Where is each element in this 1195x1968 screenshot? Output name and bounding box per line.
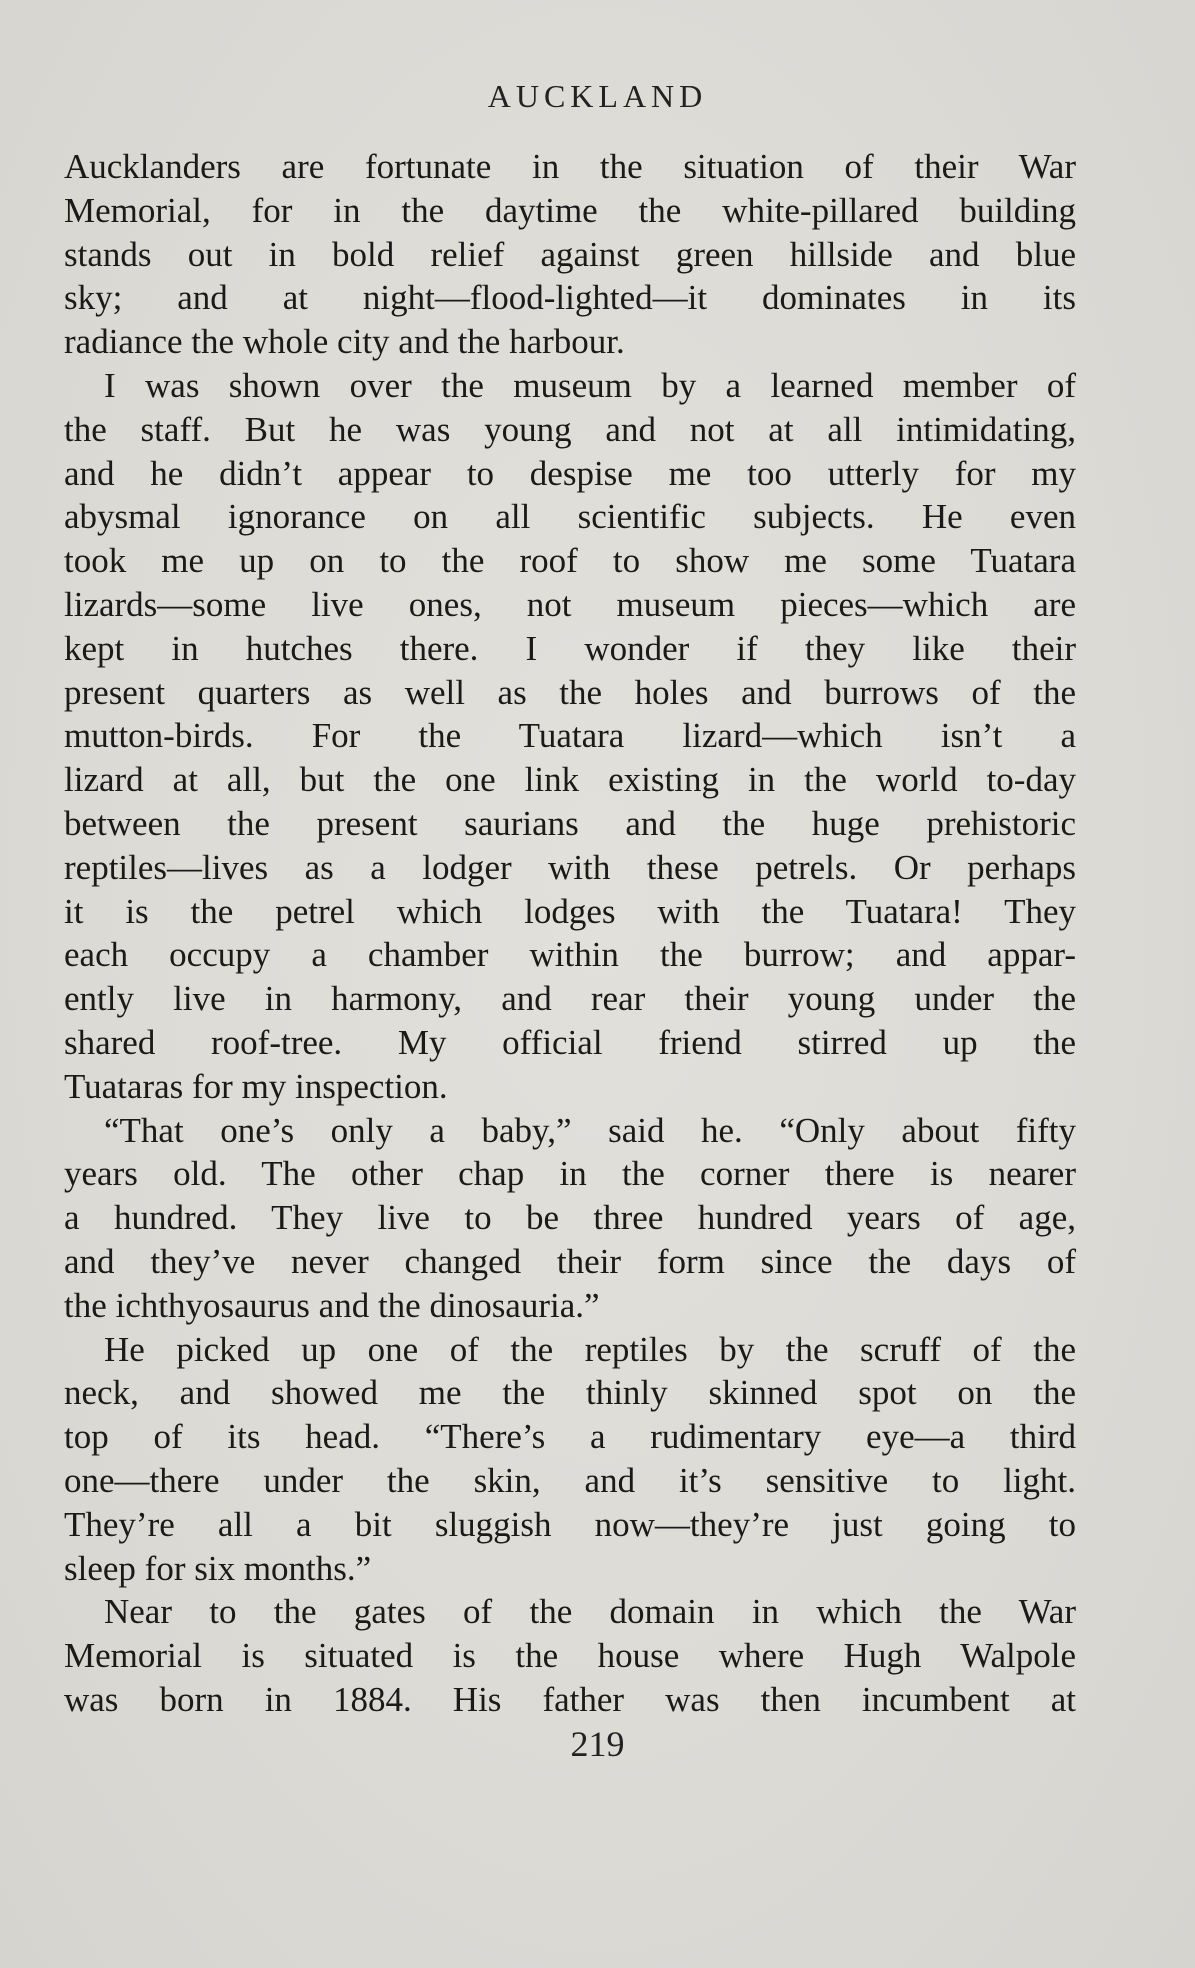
text-line: Near to the gates of the domain in which the War xyxy=(104,1592,1076,1632)
text-line: years old. The other chap in the corner there is nearer xyxy=(64,1154,1076,1194)
text-line: present quarters as well as the holes and burrows of the xyxy=(64,672,1076,712)
text-line: reptiles—lives as a lodger with these petrels. Or perhaps xyxy=(64,847,1076,887)
text-line: Aucklanders are fortunate in the situation of their War xyxy=(64,147,1076,186)
paragraph xyxy=(64,1590,1076,1721)
text-line: and he didn’t appear to despise me too utterly for my xyxy=(64,453,1076,493)
text-line: top of its head. “There’s a rudimentary eye—a third xyxy=(64,1417,1076,1457)
text-line: between the present saurians and the huge prehistoric xyxy=(64,803,1076,843)
page-number: 219 xyxy=(570,1724,625,1764)
text-line: each occupy a chamber within the burrow; and appar- xyxy=(64,935,1076,975)
text-line: abysmal ignorance on all scientific subjects. He even xyxy=(64,497,1076,537)
text-line: mutton-birds. For the Tuatara lizard—which isn’t a xyxy=(64,716,1076,756)
text-line: Memorial, for in the daytime the white-pillared building xyxy=(64,190,1076,230)
text-line: kept in hutches there. I wonder if they like their xyxy=(64,628,1076,668)
text-line: “That one’s only a baby,” said he. “Only about fifty xyxy=(104,1110,1076,1150)
text-line: shared roof-tree. My official friend stirred up the xyxy=(64,1022,1076,1062)
text-line: neck, and showed me the thinly skinned spot on the xyxy=(64,1373,1076,1413)
body-text xyxy=(64,145,1076,1722)
text-line: the ichthyosaurus and the dinosauria.” xyxy=(64,1285,600,1325)
text-line: I was shown over the museum by a learned member of xyxy=(104,365,1076,405)
text-line: was born in 1884. His father was then incumbent at xyxy=(64,1679,1076,1719)
text-line: ently live in harmony, and rear their young under the xyxy=(64,979,1076,1019)
text-line: Memorial is situated is the house where Hugh Walpole xyxy=(64,1636,1076,1676)
paragraph xyxy=(64,145,1076,364)
text-line: radiance the whole city and the harbour. xyxy=(64,322,625,362)
running-head: AUCKLAND xyxy=(487,78,708,114)
text-line: and they’ve never changed their form since the days of xyxy=(64,1241,1076,1281)
text-line: it is the petrel which lodges with the Tuatara! They xyxy=(64,891,1076,931)
text-line: lizard at all, but the one link existing in the world to-day xyxy=(64,760,1076,800)
text-line: Tuataras for my inspection. xyxy=(64,1066,448,1106)
paragraph xyxy=(64,1328,1076,1591)
text-line: stands out in bold relief against green hillside and blue xyxy=(64,234,1076,274)
paragraphs xyxy=(64,145,1076,1722)
text-line: sky; and at night—flood-lighted—it dominates in its xyxy=(64,278,1076,318)
paragraph xyxy=(64,1109,1076,1328)
text-line: took me up on to the roof to show me some Tuatara xyxy=(64,541,1076,581)
text-line: a hundred. They live to be three hundred years of age, xyxy=(64,1198,1076,1238)
text-line: They’re all a bit sluggish now—they’re just going to xyxy=(64,1504,1076,1544)
text-line: sleep for six months.” xyxy=(64,1548,372,1588)
paragraph xyxy=(64,364,1076,1109)
text-line: lizards—some live ones, not museum pieces—which are xyxy=(64,584,1076,624)
text-line: one—there under the skin, and it’s sensitive to light. xyxy=(64,1460,1076,1500)
text-line: the staff. But he was young and not at all intimidating, xyxy=(64,409,1076,449)
text-line: He picked up one of the reptiles by the scruff of the xyxy=(104,1329,1076,1369)
